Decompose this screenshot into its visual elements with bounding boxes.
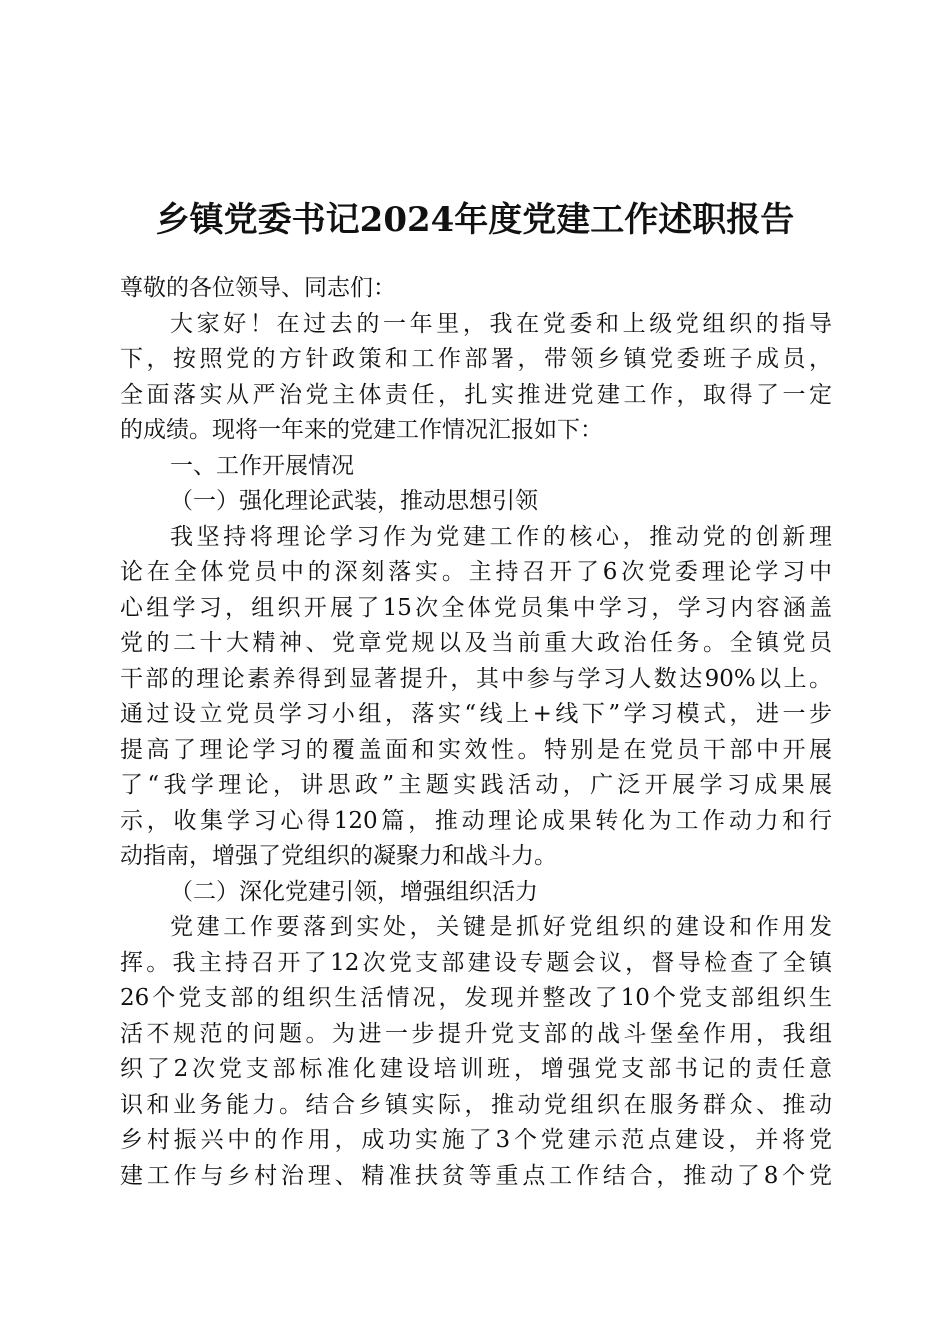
paragraph-line: 尊敬的各位领导、同志们： — [120, 275, 396, 301]
paragraph-line: 大家好！在过去的一年里，我在党委和上级党组织的指导 — [170, 310, 832, 337]
paragraph-line: 动指南，增强了党组织的凝聚力和战斗力。 — [120, 843, 557, 869]
paragraph-line: 的成绩。现将一年来的党建工作情况汇报如下： — [120, 417, 603, 443]
paragraph-line: 全面落实从严治党主体责任，扎实推进党建工作，取得了一定 — [120, 381, 832, 408]
paragraph-line: 通过设立党员学习小组，落实“线上+线下”学习模式，进一步 — [120, 701, 832, 727]
paragraph-line: 活不规范的问题。为进一步提升党支部的战斗堡垒作用，我组 — [120, 1020, 832, 1047]
paragraph-line: 建工作与乡村治理、精准扶贫等重点工作结合，推动了8个党 — [120, 1162, 832, 1189]
paragraph-line: 党的二十大精神、党章党规以及当前重大政治任务。全镇党员 — [120, 630, 832, 656]
paragraph-line: 乡村振兴中的作用，成功实施了3个党建示范点建设，并将党 — [120, 1127, 832, 1153]
paragraph-line: 下，按照党的方针政策和工作部署，带领乡镇党委班子成员， — [120, 346, 832, 372]
paragraph-line: 识和业务能力。结合乡镇实际，推动党组织在服务群众、推动 — [120, 1091, 832, 1118]
paragraph-line: 了“我学理论，讲思政”主题实践活动，广泛开展学习成果展 — [120, 772, 832, 798]
section-heading: 一、工作开展情况 — [170, 452, 354, 479]
subsection-heading: （一）强化理论武装，推动思想引领 — [170, 488, 538, 514]
paragraph-line: 织了2次党支部标准化建设培训班，增强党支部书记的责任意 — [120, 1056, 832, 1082]
paragraph-line: 示，收集学习心得120篇，推动理论成果转化为工作动力和行 — [120, 807, 832, 834]
subsection-heading: （二）深化党建引领，增强组织活力 — [170, 878, 538, 905]
paragraph-line: 提高了理论学习的覆盖面和实效性。特别是在党员干部中开展 — [120, 736, 832, 763]
document-body — [120, 271, 832, 1194]
paragraph-line: 26个党支部的组织生活情况，发现并整改了10个党支部组织生 — [120, 985, 832, 1011]
paragraph-line: 党建工作要落到实处，关键是抓好党组织的建设和作用发 — [170, 914, 832, 940]
paragraph-line: 论在全体党员中的深刻落实。主持召开了6次党委理论学习中 — [120, 559, 832, 585]
paragraph-line: 心组学习，组织开展了15次全体党员集中学习，学习内容涵盖 — [120, 594, 832, 621]
paragraph-line: 干部的理论素养得到显著提升，其中参与学习人数达90%以上。 — [120, 665, 832, 692]
document-title: 乡镇党委书记2024年度党建工作述职报告 — [155, 200, 795, 240]
paragraph-line: 挥。我主持召开了12次党支部建设专题会议，督导检查了全镇 — [120, 949, 832, 976]
paragraph-line: 我坚持将理论学习作为党建工作的核心，推动党的创新理 — [170, 523, 832, 550]
